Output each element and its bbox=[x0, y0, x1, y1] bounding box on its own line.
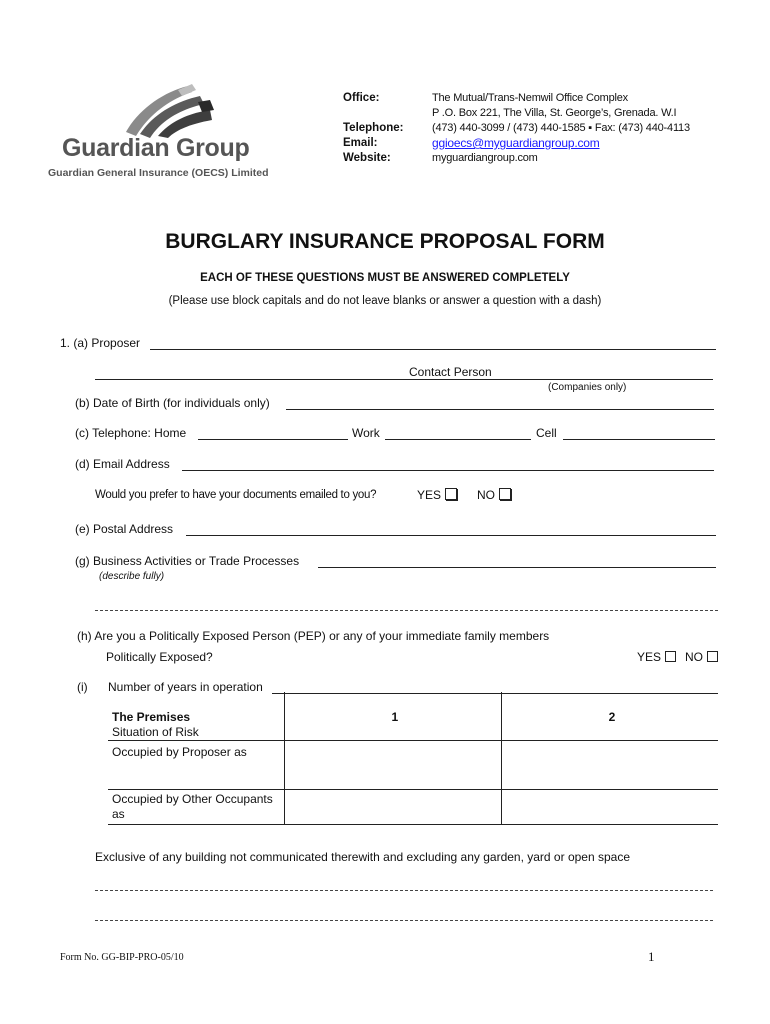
telephone-label: Telephone: bbox=[343, 122, 404, 134]
email-label: Email: bbox=[343, 137, 378, 149]
telephone-cell-label: Cell bbox=[536, 426, 557, 440]
form-title: BURGLARY INSURANCE PROPOSAL FORM bbox=[165, 230, 605, 253]
guardian-group-logo-icon bbox=[118, 80, 218, 138]
pep-no-checkbox[interactable] bbox=[707, 651, 718, 662]
dob-label: (b) Date of Birth (for individuals only) bbox=[75, 396, 270, 410]
contact-person-field[interactable] bbox=[95, 379, 713, 380]
email-address-label: (d) Email Address bbox=[75, 457, 170, 471]
business-activities-label: (g) Business Activities or Trade Processes bbox=[75, 554, 300, 568]
telephone-value: (473) 440-3099 / (473) 440-1585 ▪ Fax: (473) 440-4113 bbox=[432, 122, 690, 134]
table-row bbox=[108, 790, 718, 825]
telephone-cell-field[interactable] bbox=[563, 439, 715, 440]
exclusive-field-line1[interactable] bbox=[95, 890, 713, 891]
exclusive-note: Exclusive of any building not communicated therewith and excluding any garden, yard or open space bbox=[95, 850, 630, 864]
email-no-checkbox[interactable] bbox=[499, 488, 511, 500]
pep-no-label: NO bbox=[685, 650, 703, 664]
proposer-label: 1. (a) Proposer bbox=[60, 336, 141, 350]
business-activities-field[interactable] bbox=[318, 567, 716, 568]
website-label: Website: bbox=[343, 152, 391, 164]
occupied-by-proposer-cell-1[interactable] bbox=[284, 741, 501, 790]
exclusive-field-line2[interactable] bbox=[95, 920, 713, 921]
occupied-by-others-cell-1[interactable] bbox=[284, 790, 501, 825]
email-link[interactable]: ggioecs@myguardiangroup.com bbox=[432, 136, 600, 150]
page-number: 1 bbox=[648, 949, 655, 964]
years-item-label: (i) bbox=[77, 680, 88, 694]
form-number: Form No. GG-BIP-PRO-05/10 bbox=[60, 952, 184, 963]
contact-person-label: Contact Person bbox=[409, 365, 492, 379]
proposer-field[interactable] bbox=[150, 349, 716, 350]
dob-field[interactable] bbox=[286, 409, 714, 410]
pep-no-option[interactable] bbox=[685, 650, 718, 664]
occupied-by-proposer-cell-2[interactable] bbox=[501, 741, 718, 790]
website-value: myguardiangroup.com bbox=[432, 152, 538, 164]
years-in-operation-label: Number of years in operation bbox=[108, 680, 263, 694]
pep-question: (h) Are you a Politically Exposed Person (PEP) or any of your immediate family members bbox=[77, 629, 550, 643]
office-line2: P .O. Box 221, The Villa, St. George’s, Grenada. W.I bbox=[432, 107, 677, 119]
occupied-by-proposer-label: Occupied by Proposer as bbox=[108, 741, 284, 790]
postal-address-field[interactable] bbox=[186, 535, 716, 536]
table-row bbox=[108, 741, 718, 790]
logo-subtitle: Guardian General Insurance (OECS) Limited bbox=[48, 167, 269, 179]
premises-header: The Premises bbox=[112, 710, 191, 724]
office-line1: The Mutual/Trans-Nemwil Office Complex bbox=[432, 92, 628, 104]
premises-col-2-header: 2 bbox=[501, 692, 718, 741]
form-subtitle: EACH OF THESE QUESTIONS MUST BE ANSWERED COMPLETELY bbox=[200, 272, 570, 284]
business-activities-field-line2[interactable] bbox=[95, 610, 718, 611]
email-no-option[interactable] bbox=[477, 488, 511, 502]
premises-col-1-header: 1 bbox=[284, 692, 501, 741]
telephone-home-field[interactable] bbox=[198, 439, 348, 440]
telephone-work-label: Work bbox=[352, 426, 380, 440]
occupied-by-others-cell-2[interactable] bbox=[501, 790, 718, 825]
pep-question-line2: Politically Exposed? bbox=[106, 650, 213, 664]
form-instructions: (Please use block capitals and do not leave blanks or answer a question with a dash) bbox=[168, 295, 602, 307]
postal-address-label: (e) Postal Address bbox=[75, 522, 174, 536]
premises-header-row bbox=[108, 692, 718, 741]
telephone-home-label: (c) Telephone: Home bbox=[75, 426, 187, 440]
email-preference-question: Would you prefer to have your documents emailed to you? bbox=[95, 489, 377, 501]
occupied-by-others-label: Occupied by Other Occupants as bbox=[108, 790, 284, 825]
pep-yes-option[interactable] bbox=[637, 650, 676, 664]
email-address-field[interactable] bbox=[182, 470, 714, 471]
office-label: Office: bbox=[343, 92, 380, 104]
premises-table bbox=[108, 692, 718, 825]
telephone-work-field[interactable] bbox=[385, 439, 531, 440]
email-yes-label: YES bbox=[417, 488, 442, 502]
email-no-label: NO bbox=[477, 488, 495, 502]
describe-fully-hint: (describe fully) bbox=[99, 571, 165, 582]
pep-yes-label: YES bbox=[637, 650, 662, 664]
logo-name: Guardian Group bbox=[62, 134, 250, 162]
situation-of-risk-label: Situation of Risk bbox=[112, 725, 199, 739]
companies-only-note: (Companies only) bbox=[548, 382, 627, 393]
email-yes-checkbox[interactable] bbox=[445, 488, 457, 500]
email-yes-option[interactable] bbox=[417, 488, 457, 502]
pep-yes-checkbox[interactable] bbox=[665, 651, 676, 662]
